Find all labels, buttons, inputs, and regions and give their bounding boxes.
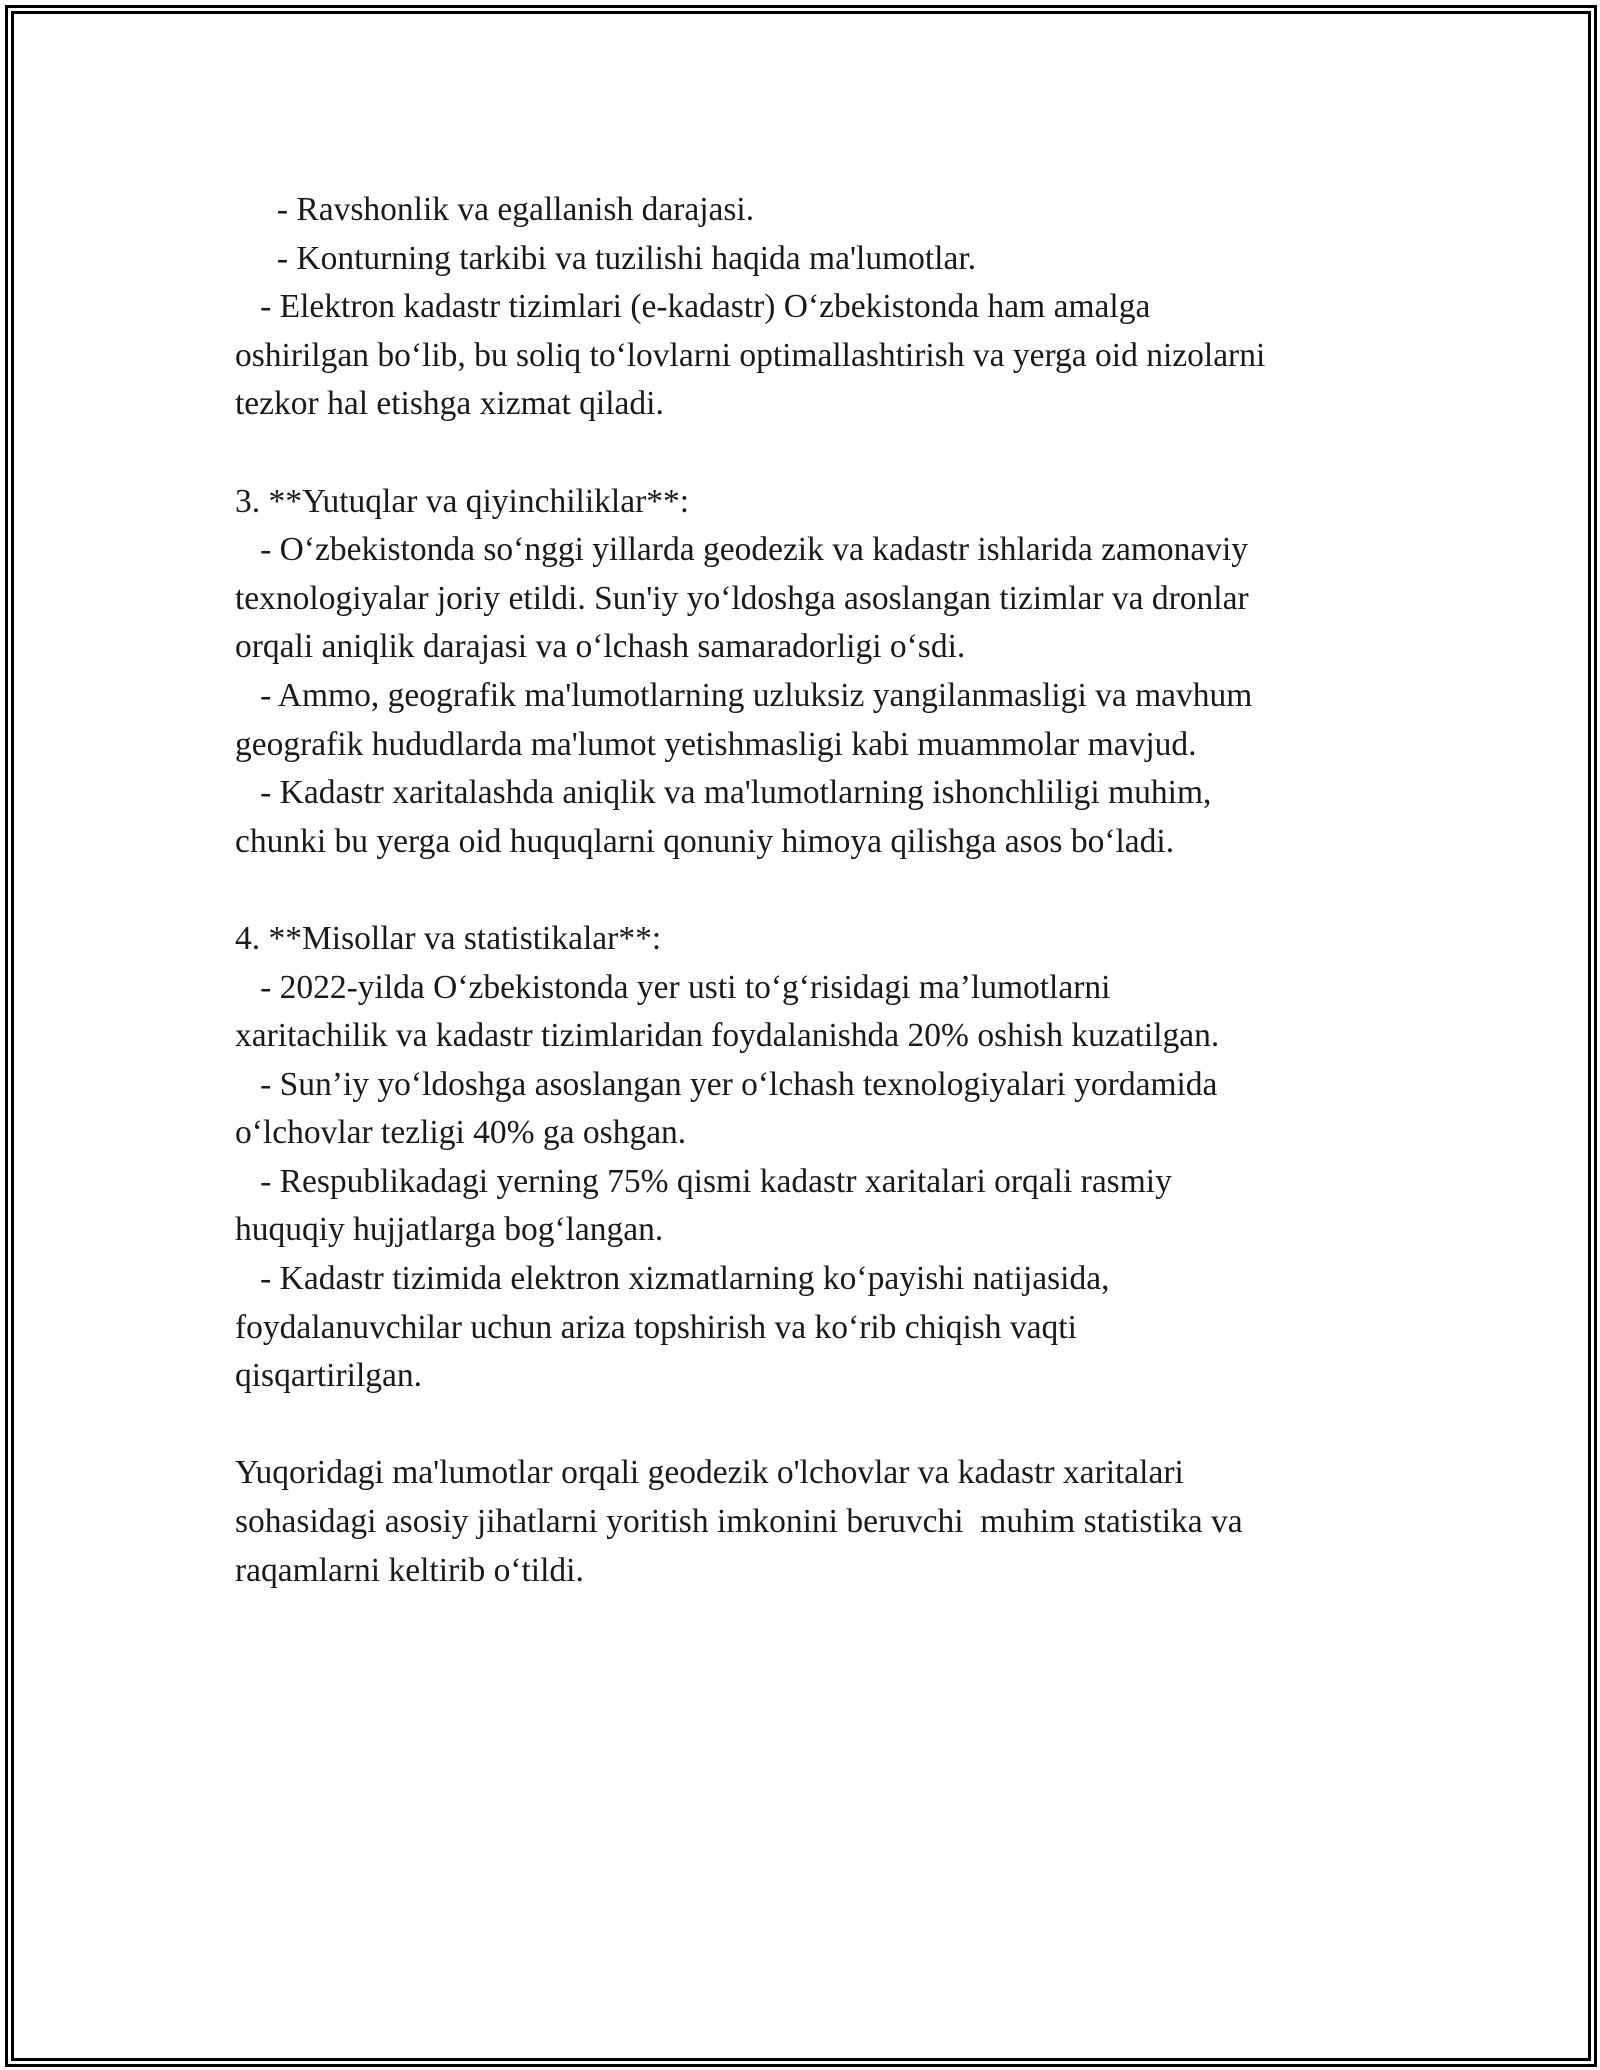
conclusion-line: sohasidagi asosiy jihatlarni yoritish imkonini beruvchi muhim statistika va	[235, 1503, 1243, 1541]
bullet-line: - Elektron kadastr tizimlari (e-kadastr) O‘zbekistonda ham amalga	[235, 288, 1151, 326]
section-heading: 4. **Misollar va statistikalar**:	[235, 919, 662, 957]
text-line: texnologiyalar joriy etildi. Sun'iy yo‘ldoshga asoslangan tizimlar va dronlar	[235, 579, 1249, 617]
text-line: qisqartirilgan.	[235, 1357, 422, 1395]
text-line: geografik hududlarda ma'lumot yetishmasligi kabi muammolar mavjud.	[235, 725, 1197, 763]
bullet-line: - Ravshonlik va egallanish darajasi.	[235, 191, 755, 228]
blank-line	[235, 866, 1385, 915]
bullet-line: - Konturning tarkibi va tuzilishi haqida ma'lumotlar.	[235, 239, 977, 277]
text-line: chunki bu yerga oid huquqlarni qonuniy himoya qilishga asos bo‘ladi.	[235, 822, 1175, 860]
text-line: tezkor hal etishga xizmat qiladi.	[235, 385, 664, 423]
conclusion-line: raqamlarni keltirib o‘tildi.	[235, 1551, 584, 1589]
bullet-line: - Ammo, geografik ma'lumotlarning uzluksiz yangilanmasligi va mavhum	[235, 676, 1253, 714]
blank-line	[235, 429, 1385, 478]
blank-line	[235, 1401, 1385, 1450]
text-line: o‘lchovlar tezligi 40% ga oshgan.	[235, 1114, 687, 1152]
text-line: xaritachilik va kadastr tizimlaridan foydalanishda 20% oshish kuzatilgan.	[235, 1017, 1220, 1055]
text-line: oshirilgan bo‘lib, bu soliq to‘lovlarni optimallashtirish va yerga oid nizolarni	[235, 336, 1266, 374]
bullet-line: - Sun’iy yo‘ldoshga asoslangan yer o‘lchash texnologiyalari yordamida	[235, 1065, 1218, 1103]
conclusion-line: Yuqoridagi ma'lumotlar orqali geodezik o'lchovlar va kadastr xaritalari	[235, 1454, 1184, 1492]
section-heading: 3. **Yutuqlar va qiyinchiliklar**:	[235, 482, 690, 520]
bullet-line: - O‘zbekistonda so‘nggi yillarda geodezik va kadastr ishlarida zamonaviy	[235, 531, 1249, 569]
text-line: foydalanuvchilar uchun ariza topshirish va ko‘rib chiqish vaqti	[235, 1308, 1077, 1346]
text-line: huquqiy hujjatlarga bog‘langan.	[235, 1211, 664, 1249]
text-line: orqali aniqlik darajasi va o‘lchash samaradorligi o‘sdi.	[235, 628, 966, 666]
bullet-line: - Kadastr tizimida elektron xizmatlarning ko‘payishi natijasida,	[235, 1260, 1110, 1298]
document-body	[235, 186, 1385, 1595]
bullet-line: - Kadastr xaritalashda aniqlik va ma'lumotlarning ishonchliligi muhim,	[235, 774, 1212, 812]
bullet-line: - 2022-yilda O‘zbekistonda yer usti to‘g‘risidagi ma’lumotlarni	[235, 968, 1111, 1006]
bullet-line: - Respublikadagi yerning 75% qismi kadastr xaritalari orqali rasmiy	[235, 1162, 1172, 1200]
